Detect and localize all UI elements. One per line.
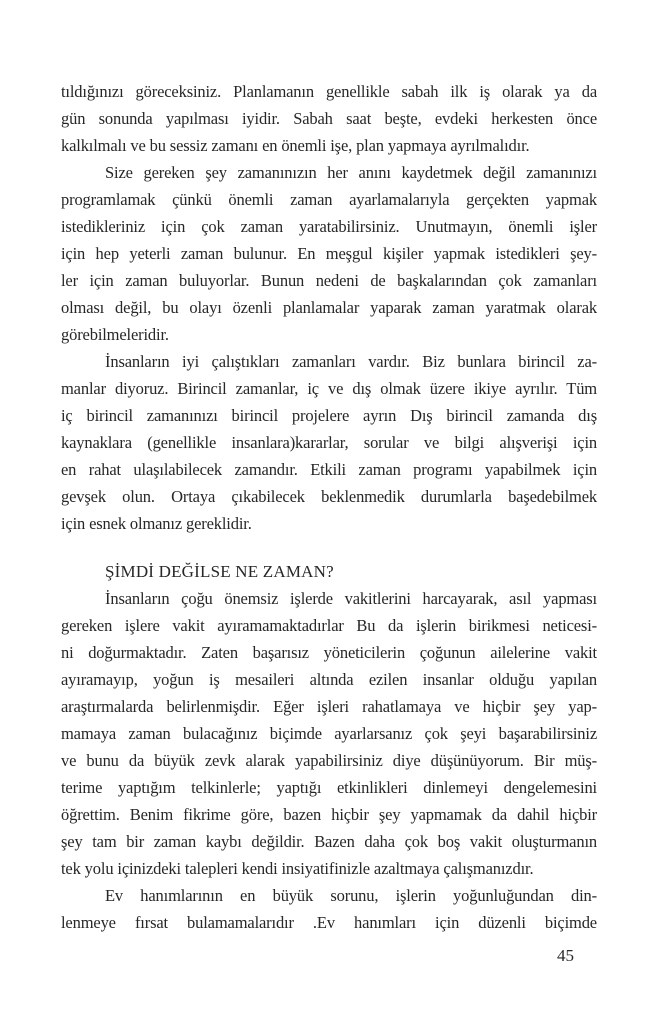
text-line: Ev hanımlarının en büyük sorunu, işlerin yoğunluğundan din-: [105, 886, 597, 905]
text-line: tek yolu içinizdeki talepleri kendi insiyatifinizle azaltmaya çalışmanızdır.: [61, 859, 534, 878]
text-line: Size gereken şey zamanınızın her anını kaydetmek değil zamanınızı: [105, 163, 597, 182]
text-line: ayıramayıp, yoğun iş mesaileri altında ezilen insanlar olduğu yapılan: [61, 670, 597, 689]
text-line: lenmeye fırsat bulamamalarıdır .Ev hanımları için düzenli biçimde: [61, 913, 597, 932]
text-line: ler için zaman buluyorlar. Bunun nedeni de başkalarından çok zamanları: [61, 271, 597, 290]
text-line: terime yaptığım telkinlerle; yaptığı etkinlikleri dinlemeyi dengelemesini: [61, 778, 597, 797]
text-line: kaynaklara (genellikle insanlara)kararlar, sorular ve bilgi alışverişi için: [61, 433, 597, 452]
text-line: istedikleriniz için çok zaman yaratabilirsiniz. Unutmayın, önemli işler: [61, 217, 597, 236]
text-line: en rahat ulaşılabilecek zamandır. Etkili zaman programı yapabilmek için: [61, 460, 597, 479]
text-line: için hep yeterli zaman bulunur. En meşgul kişiler yapmak istedikleri şey-: [61, 244, 597, 263]
paragraph: [61, 78, 597, 159]
paragraph: [61, 585, 597, 882]
text-line: gün sonunda yapılması iyidir. Sabah saat beşte, evdeki herkesten önce: [61, 109, 597, 128]
text-line: şey tam bir zaman kaybı değildir. Bazen daha çok boş vakit oluşturmanın: [61, 832, 597, 851]
text-line: manlar diyoruz. Birincil zamanlar, iç ve dış olmak üzere ikiye ayrılır. Tüm: [61, 379, 597, 398]
text-line: kalkılmalı ve bu sessiz zamanı en önemli işe, plan yapmaya ayrılmalıdır.: [61, 136, 530, 155]
text-line: ve bunu da büyük zevk alarak yapabilirsiniz diye düşünüyorum. Bir müş-: [61, 751, 597, 770]
text-line: araştırmalarda belirlenmişdir. Eğer işleri rahatlamaya ve hiçbir şey yap-: [61, 697, 597, 716]
text-line: mamaya zaman bulacağınız biçimde ayarlarsanız çok şeyi başarabilirsiniz: [61, 724, 597, 743]
page-number: 45: [557, 946, 574, 965]
text-line: için esnek olmanız gereklidir.: [61, 514, 252, 533]
text-line: programlamak çünkü önemli zaman ayarlamalarıyla gerçekten yapmak: [61, 190, 597, 209]
paragraph: [61, 882, 597, 936]
text-line: tıldığınızı göreceksiniz. Planlamanın genellikle sabah ilk iş olarak ya da: [61, 82, 597, 101]
section-heading: ŞİMDİ DEĞİLSE NE ZAMAN?: [105, 562, 334, 581]
text-line: gereken işlere vakit ayıramamaktadırlar Bu da işlerin birikmesi neticesi-: [61, 616, 597, 635]
paragraph: [61, 159, 597, 348]
text-line: İnsanların çoğu önemsiz işlerde vakitlerini harcayarak, asıl yapması: [105, 589, 597, 608]
text-line: İnsanların iyi çalıştıkları zamanları vardır. Biz bunlara birincil za-: [105, 352, 597, 371]
text-line: öğrettim. Benim fikrime göre, bazen hiçbir şey yapmamak da dahil hiçbir: [61, 805, 597, 824]
text-line: olması değil, bu olayı özenli planlamalar yaparak zaman yaratmak olarak: [61, 298, 597, 317]
text-column: [61, 78, 597, 936]
text-line: görebilmeleridir.: [61, 325, 169, 344]
text-line: gevşek olun. Ortaya çıkabilecek beklenmedik durumlarla başedebilmek: [61, 487, 597, 506]
text-line: iç birincil zamanınızı birincil projelere ayrın Dış birincil zamanda dış: [61, 406, 597, 425]
paragraph: [61, 348, 597, 537]
text-line: ni doğurmaktadır. Zaten başarısız yöneticilerin çoğunun ailelerine vakit: [61, 643, 597, 662]
